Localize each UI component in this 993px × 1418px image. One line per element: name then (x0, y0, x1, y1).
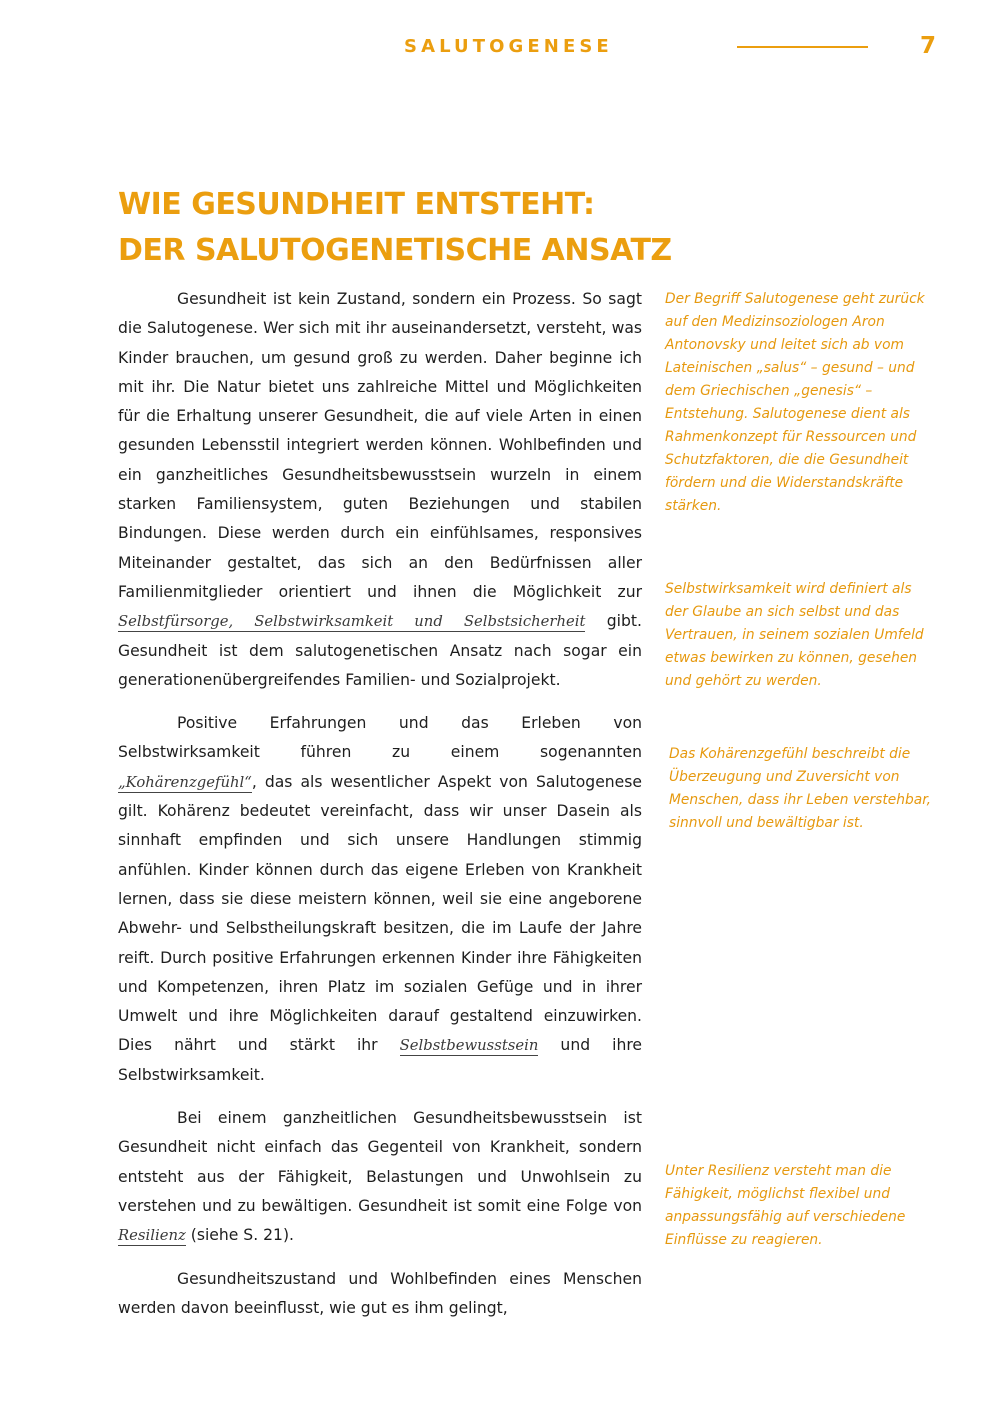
term-resilienz-link[interactable]: Resilienz (118, 1227, 186, 1245)
term-kohaerenzgefuehl-link[interactable]: „Kohärenzgefühl“ (118, 773, 252, 791)
paragraph-3-text-a: Bei einem ganzheitlichen Gesundheitsbewusstsein ist Gesundheit nicht einfach das Gegenteil von Krankheit, sondern entsteht aus der Fähigkeit, Belastungen und Unwohlsein zu verstehen und zu bewältigen. Gesundheit ist somit eine Folge von (118, 1109, 642, 1215)
sidenote-selbstwirksamkeit (665, 578, 927, 693)
sidenote-kohaerenzgefuehl (669, 743, 931, 835)
title-line-2: DER SALUTOGENETISCHE ANSATZ (118, 233, 672, 268)
page-title (118, 182, 678, 274)
paragraph-1 (118, 285, 642, 695)
sidenote-kohaerenzgefuehl-text: Das Kohärenzgefühl beschreibt die Überzeugung und Zuversicht von Menschen, dass ihr Leben verstehbar, sinnvoll und bewältigbar ist. (669, 746, 931, 831)
sidenote-salutogenese (665, 288, 927, 518)
paragraph-4 (118, 1265, 642, 1324)
title-line-1: WIE GESUNDHEIT ENTSTEHT: (118, 187, 595, 222)
paragraph-1-text-a: Gesundheit ist kein Zustand, sondern ein Prozess. So sagt die Salutogenese. Wer sich mit ihr auseinandersetzt, versteht, was Kinder brauchen, um gesund groß zu werden. Daher beginne ich mit ihr. Die Natur bietet uns zahlreiche Mittel und Möglichkeiten für die Erhaltung unserer Gesundheit, die auf viele Arten in einen gesunden Lebensstil integriert werden können. Wohlbefinden und ein ganzheitliches Gesundheitsbewusstsein wurzeln in einem starken Familiensystem, guten Beziehungen und stabilen Bindungen. Diese werden durch ein einfühlsames, responsives Miteinander gestaltet, das sich an den Bedürfnissen aller Familienmitglieder orientiert und ihnen die Möglichkeit zur (118, 290, 642, 601)
paragraph-2-text-c: und ihre Selbstwirksamkeit. (118, 1036, 642, 1084)
sidenote-resilienz (665, 1160, 927, 1252)
paragraph-2-text-b: , das als wesentlicher Aspekt von Salutogenese gilt. Kohärenz bedeutet vereinfacht, dass wir unser Dasein als sinnhaft empfinden und sich unsere Handlungen stimmig anfühlen. Kinder können durch das eigene Erleben von Krankheit lernen, dass sie diese meistern können, weil sie eine angeborene Abwehr- und Selbstheilungskraft besitzen, die im Laufe der Jahre reift. Durch positive Erfahrungen erkennen Kinder ihre Fähigkeiten und Kompetenzen, ihren Platz im sozialen Gefüge und in ihrer Umwelt und ihre Möglichkeiten darauf gestaltend einzuwirken. Dies nährt und stärkt ihr (118, 772, 642, 1055)
sidenote-selbstwirksamkeit-text: Selbstwirksamkeit wird definiert als der Glaube an sich selbst und das Vertrauen, in seinem sozialen Umfeld etwas bewirken zu können, gesehen und gehört zu werden. (665, 581, 924, 689)
paragraph-1-text-b: gibt. Gesundheit ist dem salutogenetischen Ansatz nach sogar ein generationenübergreifendes Familien- und Sozialprojekt. (118, 612, 642, 689)
paragraph-2 (118, 709, 642, 1090)
paragraph-4-text-a: Gesundheitszustand und Wohlbefinden eines Menschen werden davon beeinflusst, wie gut es ihm gelingt, (118, 1269, 642, 1317)
paragraph-3 (118, 1104, 642, 1250)
running-head: SALUTOGENESE (404, 36, 613, 57)
sidenote-salutogenese-text: Der Begriff Salutogenese geht zurück auf den Medizinsoziologen Aron Antonovsky und leitet sich ab vom Lateinischen „salus“ – gesund – und dem Griechischen „genesis“ – Entstehung. Salutogenese dient als Rahmenkonzept für Ressourcen und Schutzfaktoren, die die Gesundheit fördern und die Widerstandskräfte stärken. (665, 291, 925, 514)
sidenote-resilienz-text: Unter Resilienz versteht man die Fähigkeit, möglichst flexibel und anpassungsfähig auf verschiedene Einflüsse zu reagieren. (665, 1163, 906, 1248)
paragraph-3-text-b: (siehe S. 21). (185, 1226, 295, 1245)
term-selbstfuersorge-link[interactable]: Selbstfürsorge, Selbstwirksamkeit und Selbstsicherheit (118, 613, 586, 631)
header-rule (737, 46, 868, 48)
paragraph-2-text-a: Positive Erfahrungen und das Erleben von Selbstwirksamkeit führen zu einem sogenannten (118, 714, 642, 762)
page-number: 7 (920, 33, 937, 59)
term-selbstbewusstsein-link[interactable]: Selbstbewusstsein (399, 1037, 539, 1055)
body-text (118, 285, 642, 1337)
